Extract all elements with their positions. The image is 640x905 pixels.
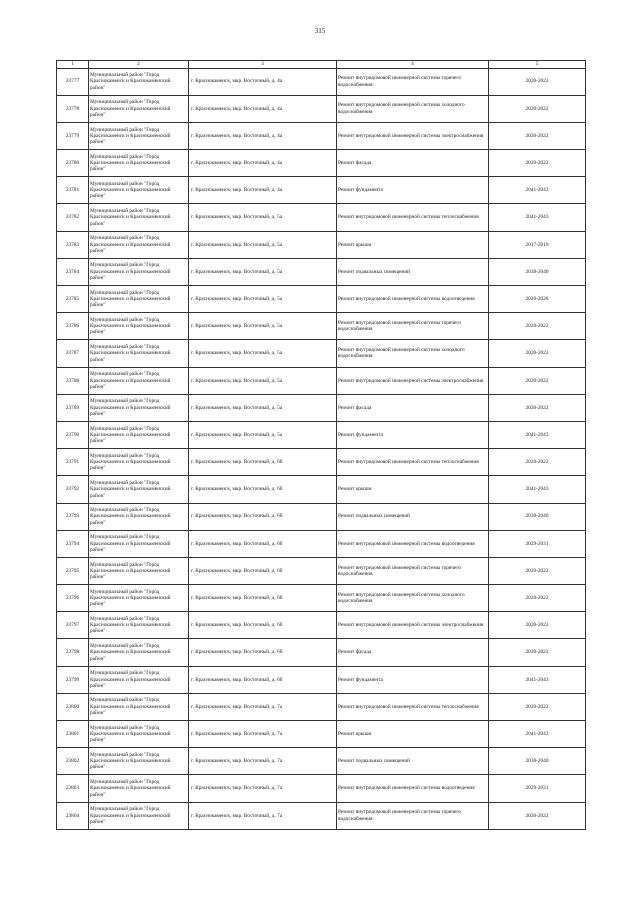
municipal-district: Муниципальный район "Город Краснокаменск и Краснокаменский район" [89, 503, 189, 530]
building-address: г. Краснокаменск, мкр. Восточный, д. 6б [189, 557, 337, 584]
building-address: г. Краснокаменск, мкр. Восточный, д. 7а [189, 693, 337, 720]
repair-work-type: Ремонт внутридомовой инженерной системы горячего водоснабжения [337, 68, 489, 95]
table-row [57, 503, 586, 530]
repair-period: 2026-2028 [489, 286, 586, 313]
municipal-district: Муниципальный район "Город Краснокаменск и Краснокаменский район" [89, 150, 189, 177]
table-row [57, 775, 586, 802]
table-row [57, 367, 586, 394]
repair-period: 2029-2031 [489, 530, 586, 557]
repair-period: 2020-2022 [489, 585, 586, 612]
row-number: 23783 [57, 231, 89, 258]
repair-work-type: Ремонт внутридомовой инженерной системы электроснабжения [337, 367, 489, 394]
row-number: 23785 [57, 286, 89, 313]
municipal-district: Муниципальный район "Город Краснокаменск и Краснокаменский район" [89, 394, 189, 421]
column-header: 5 [489, 61, 586, 69]
repair-period: 2020-2022 [489, 693, 586, 720]
repair-period: 2020-2022 [489, 150, 586, 177]
row-number: 23804 [57, 802, 89, 829]
repair-work-type: Ремонт внутридомовой инженерной системы электроснабжения [337, 612, 489, 639]
table-row [57, 585, 586, 612]
row-number: 23784 [57, 258, 89, 285]
municipal-district: Муниципальный район "Город Краснокаменск и Краснокаменский район" [89, 476, 189, 503]
repair-work-type: Ремонт фасада [337, 150, 489, 177]
repair-work-type: Ремонт внутридомовой инженерной системы холодного водоснабжения [337, 95, 489, 122]
repair-work-type: Ремонт внутридомовой инженерной системы водоотведения [337, 530, 489, 557]
table-row [57, 122, 586, 149]
repair-period: 2041-2043 [489, 177, 586, 204]
municipal-district: Муниципальный район "Город Краснокаменск и Краснокаменский район" [89, 231, 189, 258]
repair-work-type: Ремонт фундамента [337, 666, 489, 693]
building-address: г. Краснокаменск, мкр. Восточный, д. 5а [189, 258, 337, 285]
repair-period: 2041-2043 [489, 721, 586, 748]
repair-work-type: Ремонт подвальных помещений [337, 258, 489, 285]
building-address: г. Краснокаменск, мкр. Восточный, д. 6б [189, 449, 337, 476]
table-row [57, 394, 586, 421]
municipal-district: Муниципальный район "Город Краснокаменск и Краснокаменский район" [89, 612, 189, 639]
building-address: г. Краснокаменск, мкр. Восточный, д. 7а [189, 721, 337, 748]
column-header: 3 [189, 61, 337, 69]
municipal-district: Муниципальный район "Город Краснокаменск и Краснокаменский район" [89, 721, 189, 748]
building-address: г. Краснокаменск, мкр. Восточный, д. 6б [189, 585, 337, 612]
repair-work-type: Ремонт фасада [337, 394, 489, 421]
row-number: 23782 [57, 204, 89, 231]
building-address: г. Краснокаменск, мкр. Восточный, д. 4а [189, 150, 337, 177]
building-address: г. Краснокаменск, мкр. Восточный, д. 6б [189, 476, 337, 503]
table-row [57, 476, 586, 503]
row-number: 23801 [57, 721, 89, 748]
row-number: 23786 [57, 313, 89, 340]
municipal-district: Муниципальный район "Город Краснокаменск и Краснокаменский район" [89, 449, 189, 476]
building-address: г. Краснокаменск, мкр. Восточный, д. 4а [189, 122, 337, 149]
row-number: 23791 [57, 449, 89, 476]
row-number: 23779 [57, 122, 89, 149]
row-number: 23778 [57, 95, 89, 122]
building-address: г. Краснокаменск, мкр. Восточный, д. 4а [189, 68, 337, 95]
repair-work-type: Ремонт крыши [337, 231, 489, 258]
repair-work-type: Ремонт крыши [337, 476, 489, 503]
table-row [57, 748, 586, 775]
row-number: 23792 [57, 476, 89, 503]
repair-period: 2041-2043 [489, 666, 586, 693]
repair-period: 2038-2040 [489, 748, 586, 775]
municipal-district: Муниципальный район "Город Краснокаменск и Краснокаменский район" [89, 530, 189, 557]
building-address: г. Краснокаменск, мкр. Восточный, д. 4а [189, 95, 337, 122]
repair-period: 2038-2040 [489, 258, 586, 285]
table-row [57, 340, 586, 367]
repair-work-type: Ремонт крыши [337, 721, 489, 748]
row-number: 23795 [57, 557, 89, 584]
municipal-district: Муниципальный район "Город Краснокаменск и Краснокаменский район" [89, 340, 189, 367]
table-row [57, 612, 586, 639]
municipal-district: Муниципальный район "Город Краснокаменск и Краснокаменский район" [89, 585, 189, 612]
building-address: г. Краснокаменск, мкр. Восточный, д. 5а [189, 421, 337, 448]
building-address: г. Краснокаменск, мкр. Восточный, д. 6б [189, 666, 337, 693]
repair-work-type: Ремонт внутридомовой инженерной системы водоотведения [337, 775, 489, 802]
building-address: г. Краснокаменск, мкр. Восточный, д. 6б [189, 639, 337, 666]
table-row [57, 693, 586, 720]
row-number: 23787 [57, 340, 89, 367]
building-address: г. Краснокаменск, мкр. Восточный, д. 5а [189, 231, 337, 258]
column-header: 2 [89, 61, 189, 69]
row-number: 23788 [57, 367, 89, 394]
municipal-district: Муниципальный район "Город Краснокаменск и Краснокаменский район" [89, 802, 189, 829]
municipal-district: Муниципальный район "Город Краснокаменск и Краснокаменский район" [89, 122, 189, 149]
municipal-district: Муниципальный район "Город Краснокаменск и Краснокаменский район" [89, 177, 189, 204]
building-address: г. Краснокаменск, мкр. Восточный, д. 5а [189, 286, 337, 313]
repair-period: 2041-2043 [489, 476, 586, 503]
table-row [57, 666, 586, 693]
repair-period: 2029-2031 [489, 775, 586, 802]
building-address: г. Краснокаменск, мкр. Восточный, д. 5а [189, 367, 337, 394]
table-row [57, 150, 586, 177]
repair-period: 2041-2043 [489, 204, 586, 231]
table-row [57, 530, 586, 557]
building-address: г. Краснокаменск, мкр. Восточный, д. 5а [189, 340, 337, 367]
repair-work-type: Ремонт внутридомовой инженерной системы горячего водоснабжения [337, 557, 489, 584]
repair-period: 2020-2022 [489, 340, 586, 367]
repair-period: 2020-2022 [489, 122, 586, 149]
repair-period: 2020-2022 [489, 557, 586, 584]
repair-work-type: Ремонт внутридомовой инженерной системы горячего водоснабжения [337, 313, 489, 340]
repair-work-type: Ремонт фасада [337, 639, 489, 666]
building-address: г. Краснокаменск, мкр. Восточный, д. 7а [189, 775, 337, 802]
table-body [57, 68, 586, 829]
municipal-district: Муниципальный район "Город Краснокаменск и Краснокаменский район" [89, 775, 189, 802]
municipal-district: Муниципальный район "Город Краснокаменск и Краснокаменский район" [89, 666, 189, 693]
building-address: г. Краснокаменск, мкр. Восточный, д. 5а [189, 394, 337, 421]
row-number: 23802 [57, 748, 89, 775]
column-header: 1 [57, 61, 89, 69]
repair-period: 2020-2022 [489, 449, 586, 476]
row-number: 23797 [57, 612, 89, 639]
table-row [57, 639, 586, 666]
table-row [57, 204, 586, 231]
row-number: 23798 [57, 639, 89, 666]
column-header: 4 [337, 61, 489, 69]
building-address: г. Краснокаменск, мкр. Восточный, д. 6б [189, 612, 337, 639]
table-row [57, 421, 586, 448]
table-row [57, 258, 586, 285]
building-address: г. Краснокаменск, мкр. Восточный, д. 6б [189, 530, 337, 557]
table-header [57, 61, 586, 69]
row-number: 23793 [57, 503, 89, 530]
repair-work-type: Ремонт фундамента [337, 421, 489, 448]
row-number: 23777 [57, 68, 89, 95]
repair-work-type: Ремонт внутридомовой инженерной системы теплоснабжения [337, 693, 489, 720]
repair-period: 2038-2040 [489, 503, 586, 530]
municipal-district: Муниципальный район "Город Краснокаменск и Краснокаменский район" [89, 204, 189, 231]
table-row [57, 231, 586, 258]
municipal-district: Муниципальный район "Город Краснокаменск и Краснокаменский район" [89, 68, 189, 95]
table-row [57, 68, 586, 95]
repair-period: 2020-2022 [489, 95, 586, 122]
row-number: 23803 [57, 775, 89, 802]
repair-work-type: Ремонт внутридомовой инженерной системы холодного водоснабжения [337, 340, 489, 367]
repair-period: 2020-2022 [489, 612, 586, 639]
municipal-district: Муниципальный район "Город Краснокаменск и Краснокаменский район" [89, 313, 189, 340]
row-number: 23800 [57, 693, 89, 720]
municipal-district: Муниципальный район "Город Краснокаменск и Краснокаменский район" [89, 95, 189, 122]
repair-work-type: Ремонт фундамента [337, 177, 489, 204]
repair-work-type: Ремонт внутридомовой инженерной системы электроснабжения [337, 122, 489, 149]
repair-period: 2020-2022 [489, 639, 586, 666]
building-address: г. Краснокаменск, мкр. Восточный, д. 5а [189, 313, 337, 340]
table-row [57, 313, 586, 340]
building-address: г. Краснокаменск, мкр. Восточный, д. 4а [189, 177, 337, 204]
municipal-district: Муниципальный район "Город Краснокаменск и Краснокаменский район" [89, 748, 189, 775]
municipal-district: Муниципальный район "Город Краснокаменск и Краснокаменский район" [89, 258, 189, 285]
row-number: 23794 [57, 530, 89, 557]
table-row [57, 177, 586, 204]
repair-work-type: Ремонт внутридомовой инженерной системы теплоснабжения [337, 204, 489, 231]
row-number: 23781 [57, 177, 89, 204]
municipal-district: Муниципальный район "Город Краснокаменск и Краснокаменский район" [89, 693, 189, 720]
table-row [57, 802, 586, 829]
header-row [57, 61, 586, 69]
table-row [57, 721, 586, 748]
table-row [57, 557, 586, 584]
repair-work-type: Ремонт внутридомовой инженерной системы теплоснабжения [337, 449, 489, 476]
row-number: 23780 [57, 150, 89, 177]
row-number: 23796 [57, 585, 89, 612]
municipal-district: Муниципальный район "Город Краснокаменск и Краснокаменский район" [89, 367, 189, 394]
building-address: г. Краснокаменск, мкр. Восточный, д. 5а [189, 204, 337, 231]
page-number: 315 [314, 27, 326, 35]
municipal-district: Муниципальный район "Город Краснокаменск и Краснокаменский район" [89, 286, 189, 313]
building-address: г. Краснокаменск, мкр. Восточный, д. 6б [189, 503, 337, 530]
repair-period: 2020-2022 [489, 367, 586, 394]
repair-work-type: Ремонт внутридомовой инженерной системы водоотведения [337, 286, 489, 313]
repair-period: 2020-2022 [489, 313, 586, 340]
repair-period: 2020-2022 [489, 394, 586, 421]
municipal-district: Муниципальный район "Город Краснокаменск и Краснокаменский район" [89, 639, 189, 666]
table-row [57, 286, 586, 313]
repair-period: 2020-2022 [489, 802, 586, 829]
repair-work-type: Ремонт внутридомовой инженерной системы холодного водоснабжения [337, 585, 489, 612]
building-address: г. Краснокаменск, мкр. Восточный, д. 7а [189, 802, 337, 829]
municipal-district: Муниципальный район "Город Краснокаменск и Краснокаменский район" [89, 421, 189, 448]
repair-schedule-table [56, 60, 586, 830]
repair-period: 2017-2019 [489, 231, 586, 258]
repair-period: 2020-2022 [489, 68, 586, 95]
table-row [57, 95, 586, 122]
repair-work-type: Ремонт подвальных помещений [337, 503, 489, 530]
municipal-district: Муниципальный район "Город Краснокаменск и Краснокаменский район" [89, 557, 189, 584]
table-row [57, 449, 586, 476]
row-number: 23799 [57, 666, 89, 693]
repair-work-type: Ремонт внутридомовой инженерной системы горячего водоснабжения [337, 802, 489, 829]
row-number: 23789 [57, 394, 89, 421]
building-address: г. Краснокаменск, мкр. Восточный, д. 7а [189, 748, 337, 775]
row-number: 23790 [57, 421, 89, 448]
repair-work-type: Ремонт подвальных помещений [337, 748, 489, 775]
repair-period: 2041-2043 [489, 421, 586, 448]
